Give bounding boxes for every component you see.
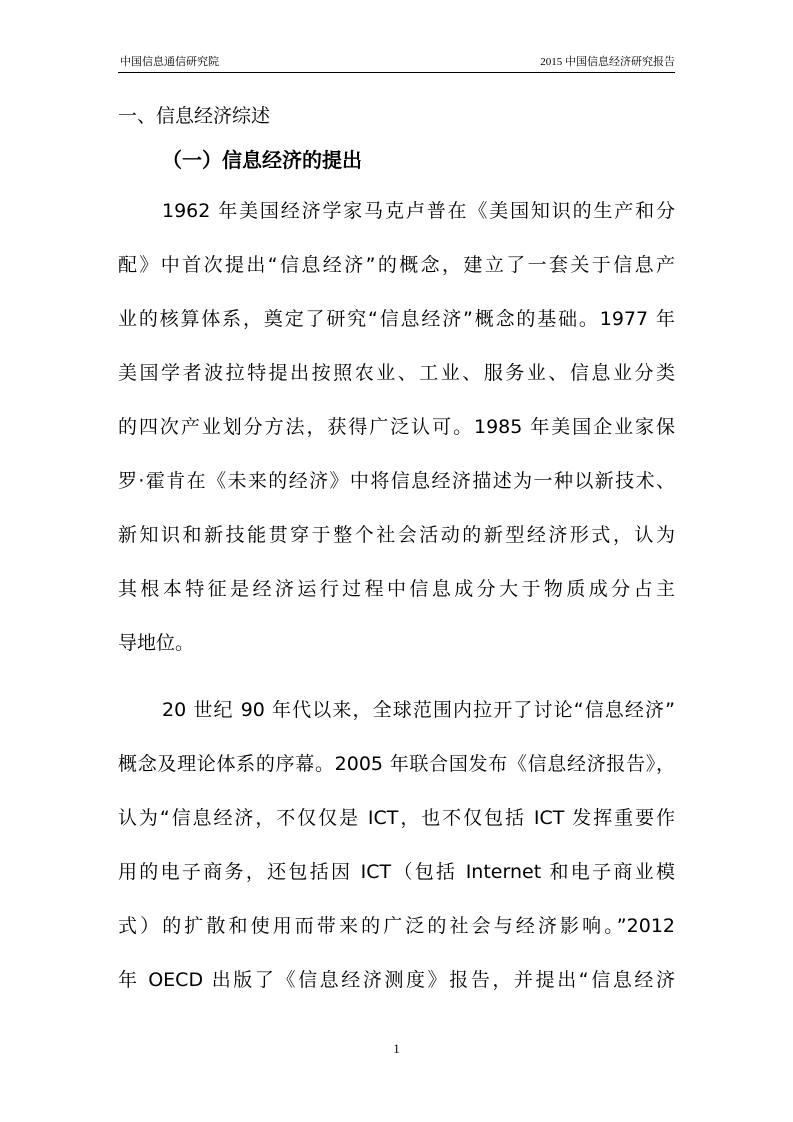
header-organization: 中国信息通信研究院 [120,56,219,68]
paragraph-line: 20 世纪 90 年代以来，全球范围内拉开了讨论“信息经济” [162,699,675,721]
paragraph-line: 的四次产业划分方法，获得广泛认可。1985 年美国企业家保 [118,416,675,438]
paragraph-line: 概念及理论体系的序幕。2005 年联合国发布《信息经济报告》， [118,753,675,775]
paragraph-line: 罗·霍肯在《未来的经济》中将信息经济描述为一种以新技术、 [118,470,675,492]
page-header [118,54,675,73]
paragraph-line: 业的核算体系，奠定了研究“信息经济”概念的基础。1977 年 [118,308,675,330]
paragraph-line: 用的电子商务，还包括因 ICT（包括 Internet 和电子商业模 [118,861,675,883]
page-number: 1 [393,1041,400,1056]
header-report-title: 2015 中国信息经济研究报告 [540,56,675,68]
subsection-title: （一）信息经济的提出 [162,148,362,172]
paragraph-line: 美国学者波拉特提出按照农业、工业、服务业、信息业分类 [118,362,675,384]
section-title: 一、信息经济综述 [118,105,271,127]
paragraph-line: 年 OECD 出版了《信息经济测度》报告，并提出“信息经济 [118,969,675,991]
paragraph-line: 其根本特征是经济运行过程中信息成分大于物质成分占主 [118,578,675,600]
paragraph-line: 式）的扩散和使用而带来的广泛的社会与经济影响。”2012 [118,915,675,937]
paragraph-line: 认为“信息经济，不仅仅是 ICT，也不仅包括 ICT 发挥重要作 [118,807,675,829]
paragraph-line: 1962 年美国经济学家马克卢普在《美国知识的生产和分 [162,200,675,222]
paragraph-line: 新知识和新技能贯穿于整个社会活动的新型经济形式，认为 [118,524,675,546]
paragraph-line: 配》中首次提出“信息经济”的概念，建立了一套关于信息产 [118,254,675,276]
paragraph-line: 导地位。 [118,632,195,654]
